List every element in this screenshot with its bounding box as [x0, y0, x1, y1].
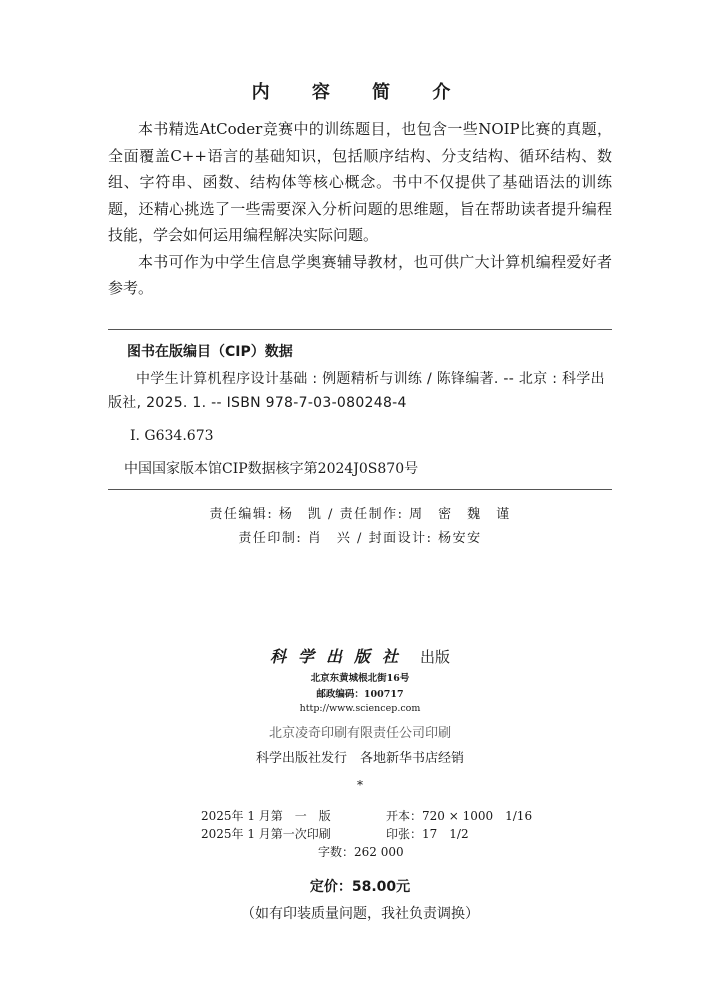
- credits-line-2: 责任印制: 肖 兴 / 封面设计: 杨安安: [238, 531, 482, 546]
- cip-top-divider: [108, 329, 612, 330]
- credits-line-1: 责任编辑: 杨 凯 / 责任制作: 周 密 魏 谨: [209, 507, 511, 522]
- cip-heading: 图书在版编目（CIP）数据: [127, 344, 293, 360]
- edition-line: 2025年 1 月第 一 版: [201, 809, 331, 823]
- printing-line: 2025年 1 月第一次印刷: [201, 827, 331, 841]
- intro-paragraph-1: 本书精选AtCoder竞赛中的训练题目，也包含一些NOIP比赛的真题，全面覆盖C++语言的基础知识，包括顺序结构、分支结构、循环结构、数组、字符串、函数、结构体等核心概念。书中不仅提供了基础语法的训练题，还精心挑选了一些需要深入分析问题的思维题，旨在帮助读者提升编程技能，学会如何运用编程解决实际问题。: [108, 120, 612, 244]
- intro-section: [108, 116, 612, 302]
- cip-bottom-divider: [108, 489, 612, 490]
- publisher-address: 北京东黄城根北街16号: [310, 673, 410, 684]
- publisher-suffix: 出版: [420, 648, 451, 666]
- word-count-line: 字数：262 000: [318, 845, 404, 859]
- quality-note: （如有印装质量问题，我社负责调换）: [241, 906, 479, 922]
- sheets-line: 印张：17 1/2: [386, 827, 469, 841]
- separator-star: *: [357, 778, 363, 792]
- intro-paragraph-2: 本书可作为中学生信息学奥赛辅导教材，也可供广大计算机编程爱好者参考。: [108, 252, 612, 297]
- format-line: 开本：720 × 1000 1/16: [386, 809, 533, 823]
- distribution-line: 科学出版社发行 各地新华书店经销: [255, 751, 464, 766]
- price-label: 定价：58.00元: [309, 879, 411, 895]
- cip-record: 中学生计算机程序设计基础 : 例题精析与训练 / 陈锋编著. -- 北京 : 科学出版社, 2025. 1. -- ISBN 978-7-03-080248-4: [108, 371, 605, 411]
- page-title: 内 容 简 介: [251, 82, 469, 103]
- printer-line: 北京凌奇印刷有限责任公司印刷: [268, 726, 451, 741]
- publisher-website: http://www.sciencep.com: [299, 703, 421, 714]
- publisher-logo: 科学出版社: [270, 647, 411, 666]
- cip-approval: 中国国家版本馆CIP数据核字第2024J0S870号: [124, 461, 419, 477]
- cip-classification: Ⅰ. G634.673: [130, 428, 214, 444]
- publisher-postcode: 邮政编码：100717: [316, 689, 404, 700]
